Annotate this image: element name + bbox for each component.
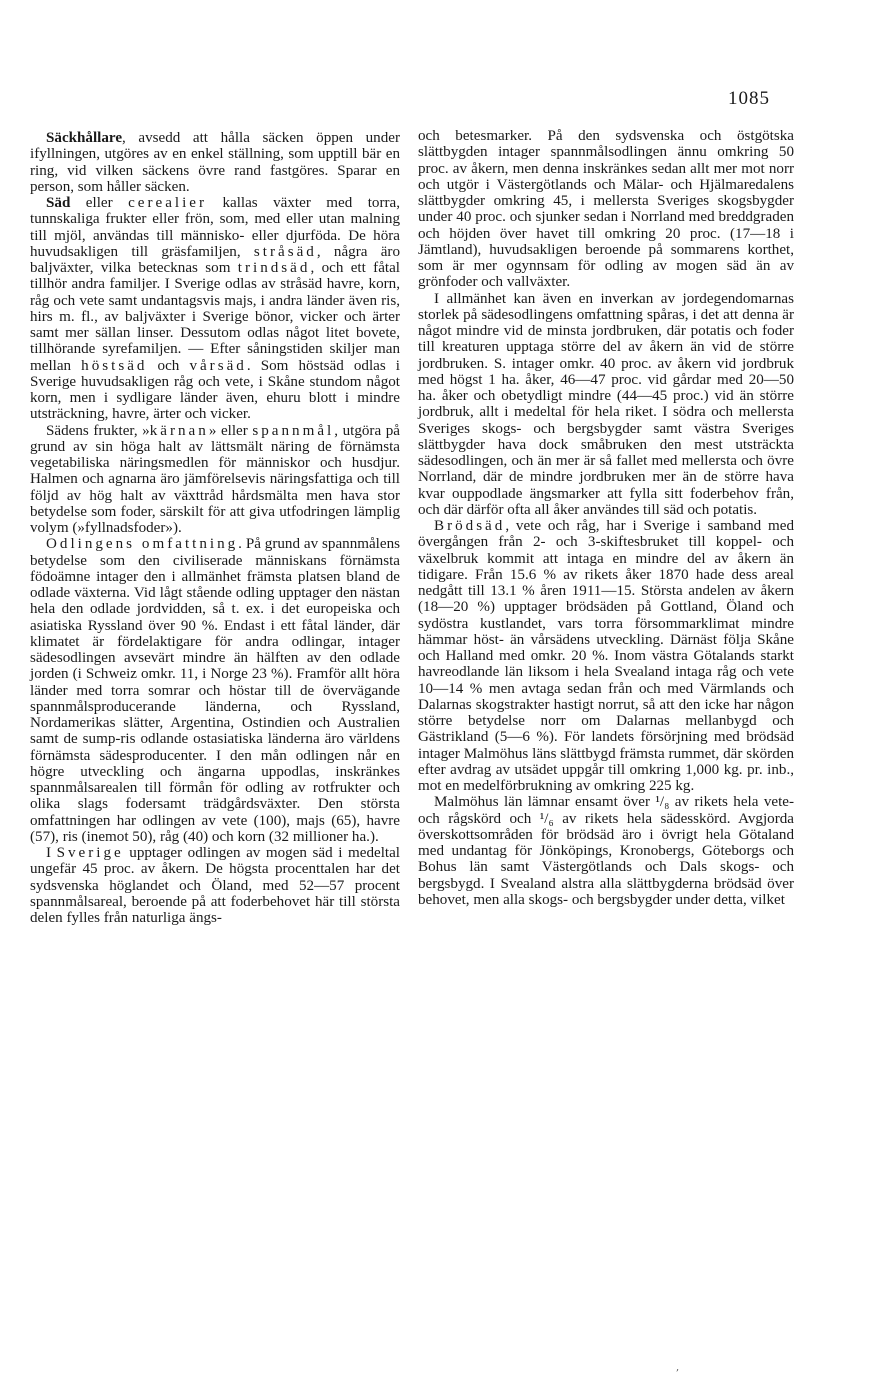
- text-run: eller: [70, 195, 129, 211]
- paragraph: [30, 845, 400, 926]
- text-run: I: [46, 845, 57, 861]
- text-run: Sädens frukter, »: [46, 422, 150, 439]
- margin-mark: ,: [676, 1362, 680, 1373]
- paragraph: [30, 195, 400, 423]
- text-run: , vete och råg, har i Sverige i samband med övergången från 2- och 3-skiftesbruket till koppel- och växelbruk kommit att intaga en mindre del av åkern än tidigare. Från 15.6 % av rikets åker 1870 hade dess areal nedgått till 13.1 % åren 1911—15. Största andelen av åkern (18—20 %) upptager brödsäden på Gottland, Öland och sydöstra kustlandet, vars torra försommarklimat mindre hämmar höst- än vårsädens utveckling. Därnäst följa Skåne och Halland med omkr. 20 %. Inom västra Götalands starkt havreodlande län liksom i hela Svealand intaga råg och vete 10—14 % men avtaga sedan från och med Värmlands och Dalarnas skogstrakter hastigt norrut, så att den icke har någon större betydelse norr om Dalarnas mellanbygd och Gästrikland (5—6 %). För landets försörjning med brödsäd intager Malmöhus läns slättbygd främsta rummet, där skörden efter avdrag av utsädet uppgår till omkring 1,000 kg. pr. inb., mot en medelförbrukning av omkring 225 kg.: [418, 518, 794, 794]
- text-run: » eller: [208, 422, 253, 439]
- left-column: [30, 130, 400, 926]
- text-run: Malmöhus län lämnar ensamt över ¹/₈ av rikets hela vete- och rågskörd och ¹/₆ av rikets hela sädesskörd. Avgjorda överskottsområden för brödsäd äro i övrigt hela Götaland med undantag för Jönköpings, Kronobergs, Göteborgs och Bohus län samt Västergötlands och Dals skogs- och bergsbygd. I Svealand alstra alla slättbygderna brödsäd över behovet, men alla skogs- och bergsbygder under detta, vilket: [418, 794, 794, 908]
- spaced-term: stråsäd: [253, 243, 317, 260]
- spaced-term: höstsäd: [81, 357, 148, 374]
- text-run: kallas växter med torra, tunnskaliga frukter eller frön, som, med eller utan malning till mjöl, användas till människo- eller djurföda. De höra huvudsakligen till gräsfamiljen,: [30, 195, 401, 260]
- spaced-term: Sverige: [56, 845, 124, 861]
- spaced-term: vårsäd: [189, 357, 247, 374]
- paragraph: [418, 794, 794, 908]
- text-run: upptager odlingen av mogen säd i medeltal ungefär 45 proc. av åkern. De högsta procenttalen har det sydsvenska höglandet och Öland, med 52—57 procent spannmålsareal, beroende på att foderbehovet här till största delen fylles från naturliga ängs-: [30, 845, 400, 926]
- spaced-term: trindsäd: [237, 260, 311, 276]
- spaced-term: Odlingens omfattning: [46, 536, 239, 553]
- paragraph: [418, 128, 794, 291]
- entry-headword: Säd: [46, 195, 71, 211]
- paragraph: [30, 130, 400, 195]
- paragraph: [418, 518, 794, 794]
- spaced-term: cerealier: [128, 195, 208, 211]
- text-run: och betesmarker. På den sydsvenska och östgötska slättbygden intager spannmålsodlingen ännu omkring 50 proc. av åkern, men denna inskränkes sedan allt mer mot norr och utgör i Västergötlands och Mälar- och Hjälmaredalens slättbygder omkring 45, i mellersta Sveriges skogsbygder under 40 proc. och sjunker sedan i Norrland med breddgraden och höjden över havet till omkring 20 proc. (17—18 i Jämtland), huvudsakligen beroende på sommarens korthet, som är mer ogynnsam för odling av mogen säd än av grönfoder och vallväxter.: [418, 128, 794, 291]
- paragraph: [30, 423, 400, 537]
- text-run: , några äro baljväxter, vilka betecknas som: [30, 243, 400, 276]
- text-run: , utgöra på grund av sin höga halt av lättsmält näring de förnämsta vegetabiliska näringsmedlen för människor och husdjur. Halmen och agnarna äro jämförelsevis näringsfattiga och till följd av hög halt av växttråd hårdsmälta men hava stor betydelse som foder, särskilt för att giva utfodringen lämplig volym (»fyllnadsfoder»).: [30, 422, 400, 536]
- text-run: . På grund av spannmålens betydelse som den civiliserade människans förnämsta födoämne intager den i allmänhet främsta platsen bland de odlade växterna. Vid lågt stående odling upptager den nästan hela den odlade jordvidden, så t. ex. i det europeiska och asiatiska Ryssland över 90 %. Endast i ett fåtal länder, där klimatet är fördelaktigare för andra odlingar, intager sädesodlingen avsevärt mindre än hälften av den odlade jorden (i Schweiz omkr. 11, i Norge 23 %). Framför allt höra länder med torra somrar och höstar till de övervägande spannmålsproducerande länderna, och Ryssland, Nordamerikas slätter, Argentina, Ostindien och Australien samt de sump-ris odlande ostasiatiska länderna äro världens förnämsta sädesproducenter. I den mån odlingen når en högre utveckling och ängarna uppodlas, inskränkes spannmålsarealen till förmån för odling av rotfrukter och olika slags fodersamt trädgårdsväxter. Den största omfattningen har odlingen av vete (100), majs (65), havre (57), ris (inemot 50), råg (40) och korn (32 millioner ha.).: [30, 536, 400, 845]
- spaced-term: Brödsäd: [434, 518, 506, 534]
- text-run: . Som höstsäd odlas i Sverige huvudsakligen råg och vete, i Skåne stundom något korn, men i sydligare länder även, ehuru blott i mindre utsträckning, havre, ärter och vicker.: [30, 357, 400, 423]
- right-column: [418, 128, 794, 908]
- entry-headword: Säckhållare: [46, 130, 123, 146]
- text-run: , avsedd att hålla säcken öppen under ifyllningen, utgöres av en enkel ställning, som upptill bär en ring, vid vilken säckens övre rand fastgöres. Sparar en person, som håller säcken.: [30, 130, 400, 195]
- text-run: och: [147, 357, 190, 374]
- spaced-term: spannmål: [252, 422, 335, 439]
- paragraph: [30, 536, 400, 845]
- paragraph: [418, 291, 794, 519]
- spaced-term: kärnan: [149, 422, 209, 439]
- text-run: , och ett fåtal tillhör andra familjer. I Sverige odlas av stråsäd havre, korn, råg och vete samt undantagsvis majs, i andra länder även ris, hirs m. fl., av baljväxter i Sverige bönor, vicker och ärter samt mer sällan linser. Dessutom odlas något litet bovete, tillhörande syrefamiljen. — Efter såningstiden skiljer man mellan: [30, 260, 400, 374]
- page-number: 1085: [728, 88, 770, 109]
- text-run: I allmänhet kan även en inverkan av jordegendomarnas storlek på sädesodlingens omfattning spåras, i det att denna är något mindre vid de minsta jordbruken, där potatis och foder till kreaturen upptaga större del av åkern än vid de större jordbruken. S. intager omkr. 40 proc. av åkern vid jordbruk med högst 1 ha. åker, 46—47 proc. vid gårdar med 20—50 ha. åker och obetydligt mindre (44—45 proc.) vid än större jordbruk, allt i medeltal för hela riket. I södra och mellersta Sveriges skogs- och bergsbygder samt västra Sveriges slättbygder hava dock småbruken den mest utsträckta sädesodlingen, och än mer är så fallet med mellersta och övre Norrland, där de mindre jordbruken mer än de större hava kvar ouppodlade ängsmarker att fylla sitt foderbehov från, och där därför ofta all åker användes till säd och potatis.: [418, 290, 794, 518]
